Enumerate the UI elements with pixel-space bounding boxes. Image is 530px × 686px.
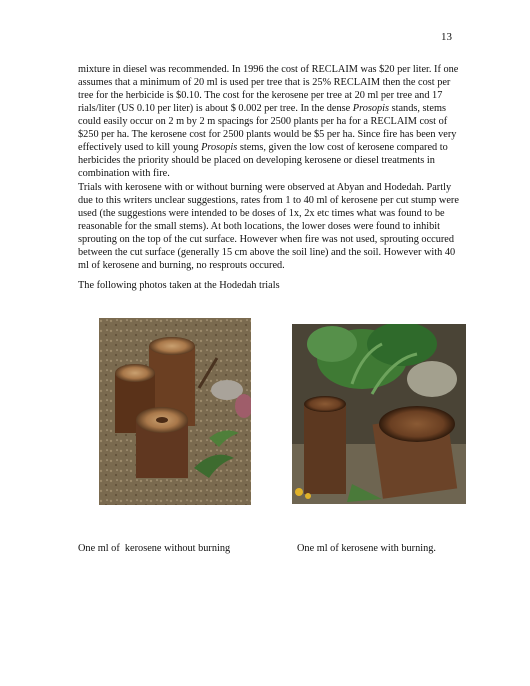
species-name: Prosopis	[352, 103, 390, 114]
photo-caption-with-burning: One ml of kerosene with burning.	[297, 543, 436, 554]
paragraph-kerosene-trials	[78, 181, 462, 272]
paragraph-text: stems, given the low cost of kerosene compared to herbicides the priority should be placed on developing kerosene or diesel treatments in combination with fire.	[78, 142, 448, 179]
paragraph-text: The following photos taken at the Hodedah trials	[78, 280, 280, 291]
paragraph-text: stands, stems could easily occur on 2 m by 2 m spacings for 2500 plants per ha for a RECLAIM cost of $250 per ha. The kerosene cost for 2500 plants would be $5 per ha. Since fire has been very effectively used to kill young	[78, 103, 457, 153]
paragraph-text: Trials with kerosene with or without burning were observed at Abyan and Hodedah. Partly due to this writers unclear suggestions, rates from 1 to 40 ml of kerosene per cut stump were used (the suggestions were intended to be doses of 1x, 2x etc times what was found to be reasonable for the small stems). At both locations, the lower doses were found to inhibit sprouting on the top of the cut surface. However when fire was not used, sprouting occured between the cut surface (generally 15 cm above the soil line) and the soil. However with 40 ml of kerosene and burning, no resprouts occured.	[78, 182, 459, 271]
photo-caption-without-burning: One ml of kerosene without burning	[78, 543, 231, 554]
paragraph-reclaim-cost	[78, 63, 462, 180]
paragraph-text: mixture in diesel was recommended. In 1996 the cost of RECLAIM was $20 per liter. If one assumes that a minimum of 20 ml is used per tree that is 25% RECLAIM then the cost per tree for the herbicide is $0.10. The cost for the kerosene per tree at 20 ml per tree and 17 rials/liter (US 0.10 per liter) is about $ 0.002 per tree. In the dense	[78, 64, 459, 114]
species-name: Prosopis	[201, 142, 238, 153]
paragraph-photos-intro	[78, 279, 462, 292]
photo-stumps-with-burning	[292, 324, 466, 504]
page-number: 13	[441, 31, 452, 43]
photo-stumps-without-burning	[99, 318, 251, 505]
